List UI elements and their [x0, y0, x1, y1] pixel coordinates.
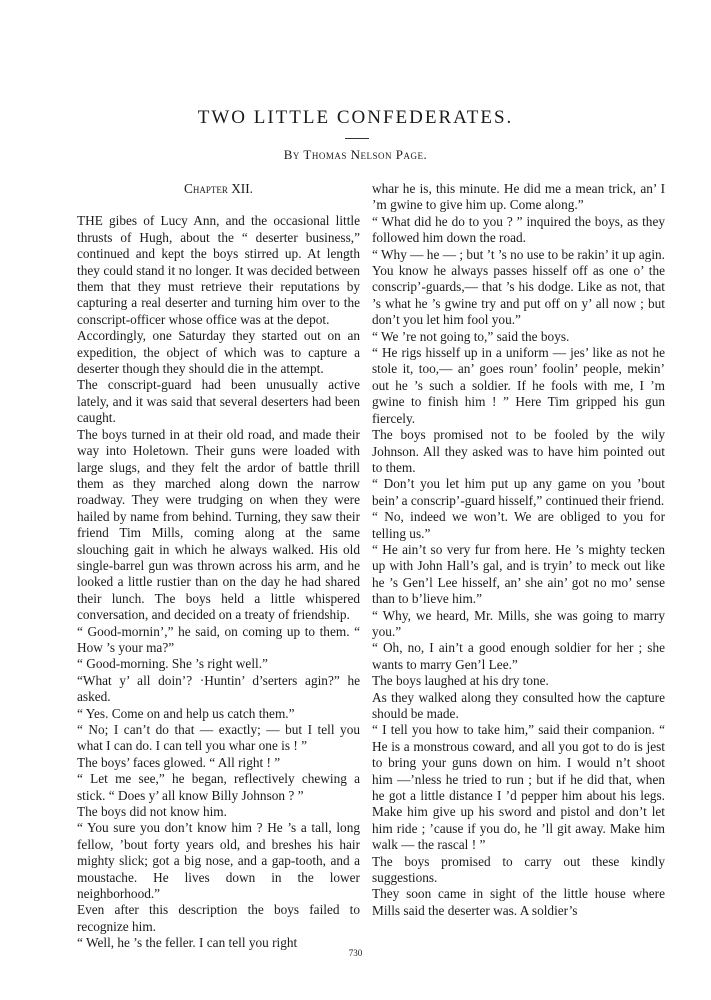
- paragraph: The boys did not know him.: [77, 804, 227, 820]
- page-number: 730: [348, 948, 363, 958]
- paragraph: “ Yes. Come on and help us catch them.”: [77, 705, 295, 721]
- paragraph: “ Don’t you let him put up any game on you ’bout bein’ a conscrip’-guard hisself,” continued their friend.: [372, 476, 665, 508]
- paragraph: “ We ’re not going to,” said the boys.: [372, 328, 570, 344]
- paragraph: “What y’ all doin’? ·Huntin’ d’serters agin?” he asked.: [77, 672, 360, 705]
- paragraph: “ He ain’t so very fur from here. He ’s mighty tecken up with John Hall’s gal, and is tryin’ to meck out like he ’s Gen’l Lee hisself, an’ she ain’ got no mo’ sense than to b’lieve him.”: [372, 541, 665, 607]
- paragraph: “ I tell you how to take him,” said their companion. “ He is a monstrous coward, and all you got to do is jest to bring your guns down on him. I would n’t shoot him —’nless he tried to run ; but if he did that, when he got a little distance I ’d pepper him about his legs. Make him give up his sword and pistol and don’t let him ride ; ’cause if you do, he ’ll git away. Make him walk — the rascal ! ”: [372, 722, 665, 853]
- left-column: [77, 181, 360, 952]
- paragraph: They soon came in sight of the little house where Mills said the deserter was. A soldier’s: [372, 886, 665, 918]
- paragraph: “ You sure you don’t know him ? He ’s a tall, long fellow, ’bout forty years old, and breshes his hair mighty slick; got a big nose, and a gap-tooth, and a moustache. He lives down in the lower neighborhood.”: [77, 820, 360, 902]
- article-title: TWO LITTLE CONFEDERATES.: [197, 107, 514, 128]
- byline: By Thomas Nelson Page.: [283, 147, 428, 162]
- paragraph: “ Oh, no, I ain’t a good enough soldier for her ; she wants to marry Gen’l Lee.”: [372, 640, 665, 672]
- paragraph: “ No; I can’t do that — exactly; — but I tell you what I can do. I can tell you whar one is ! ”: [77, 722, 360, 754]
- paragraph: “ What did he do to you ? ” inquired the boys, as they followed him down the road.: [372, 213, 665, 246]
- paragraph: “ Well, he ’s the feller. I can tell you right: [77, 935, 298, 951]
- paragraph: Accordingly, one Saturday they started out on an expedition, the object of which was to capture a deserter though they should die in the attempt.: [77, 328, 360, 377]
- paragraph: As they walked along they consulted how the capture should be made.: [372, 689, 665, 721]
- right-column: [372, 181, 665, 919]
- paragraph: The conscript-guard had been unusually active lately, and it was said that several deserters had been caught.: [77, 377, 360, 426]
- paragraph: “ He rigs hisself up in a uniform — jes’ like as not he stole it, too,— an’ goes roun’ foolin’ people, mekin’ out he ’s such a soldier. If he fools with me, I ’m gwine to finish him ! ” Here Tim gripped his gun fiercely.: [372, 345, 665, 426]
- paragraph: The boys promised to carry out these kindly suggestions.: [372, 853, 665, 886]
- paragraph: The boys laughed at his dry tone.: [372, 673, 549, 689]
- paragraph: The boys’ faces glowed. “ All right ! ”: [77, 754, 281, 770]
- chapter-heading: Chapter XII.: [184, 181, 253, 196]
- paragraph: whar he is, this minute. He did me a mean trick, an’ I ’m gwine to give him up. Come along.”: [372, 181, 665, 213]
- paragraph: “ Good-morning. She ’s right well.”: [77, 656, 268, 672]
- paragraph: “ Let me see,” he began, reflectively chewing a stick. “ Does y’ all know Billy Johnson ? ”: [77, 771, 360, 803]
- title-divider: [345, 138, 369, 139]
- paragraph: The boys promised not to be fooled by the wily Johnson. All they asked was to have him pointed out to them.: [372, 427, 665, 475]
- paragraph: THE gibes of Lucy Ann, and the occasional little thrusts of Hugh, about the “ deserter business,” continued and kept the boys stirred up. At length they could stand it no longer. It was decided between them that they must retrieve their reputations by capturing a real deserter and turning him over to the conscript-officer whose office was at the depot.: [77, 213, 360, 327]
- paragraph: “ Why — he — ; but ’t ’s no use to be rakin’ it up agin. You know he always passes hisself off as one o’ the conscrip’-guards,— that ’s his dodge. Like as not, that ’s what he ’s gwine try and put off on y’ all now ; but don’t you let him fool you.”: [372, 246, 665, 328]
- paragraph: The boys turned in at their old road, and made their way into Holetown. Their guns were loaded with large slugs, and they felt the ardor of battle thrill them as they marched along down the narrow roadway. They were trudging on when they were hailed by name from behind. Turning, they saw their friend Tim Mills, coming along at the same slouching gait in which he always walked. His old single-barrel gun was thrown across his arm, and he looked a little rustier than on the day he had shared their lunch. The boys held a little whispered conversation, and decided on a treaty of friendship.: [77, 426, 360, 623]
- paragraph: Even after this description the boys failed to recognize him.: [77, 902, 360, 934]
- paragraph: “ Good-mornin’,” he said, on coming up to them. “ How ’s your ma?”: [77, 623, 360, 655]
- paragraph: “ Why, we heard, Mr. Mills, she was going to marry you.”: [372, 607, 665, 639]
- paragraph: “ No, indeed we won’t. We are obliged to you for telling us.”: [372, 509, 665, 541]
